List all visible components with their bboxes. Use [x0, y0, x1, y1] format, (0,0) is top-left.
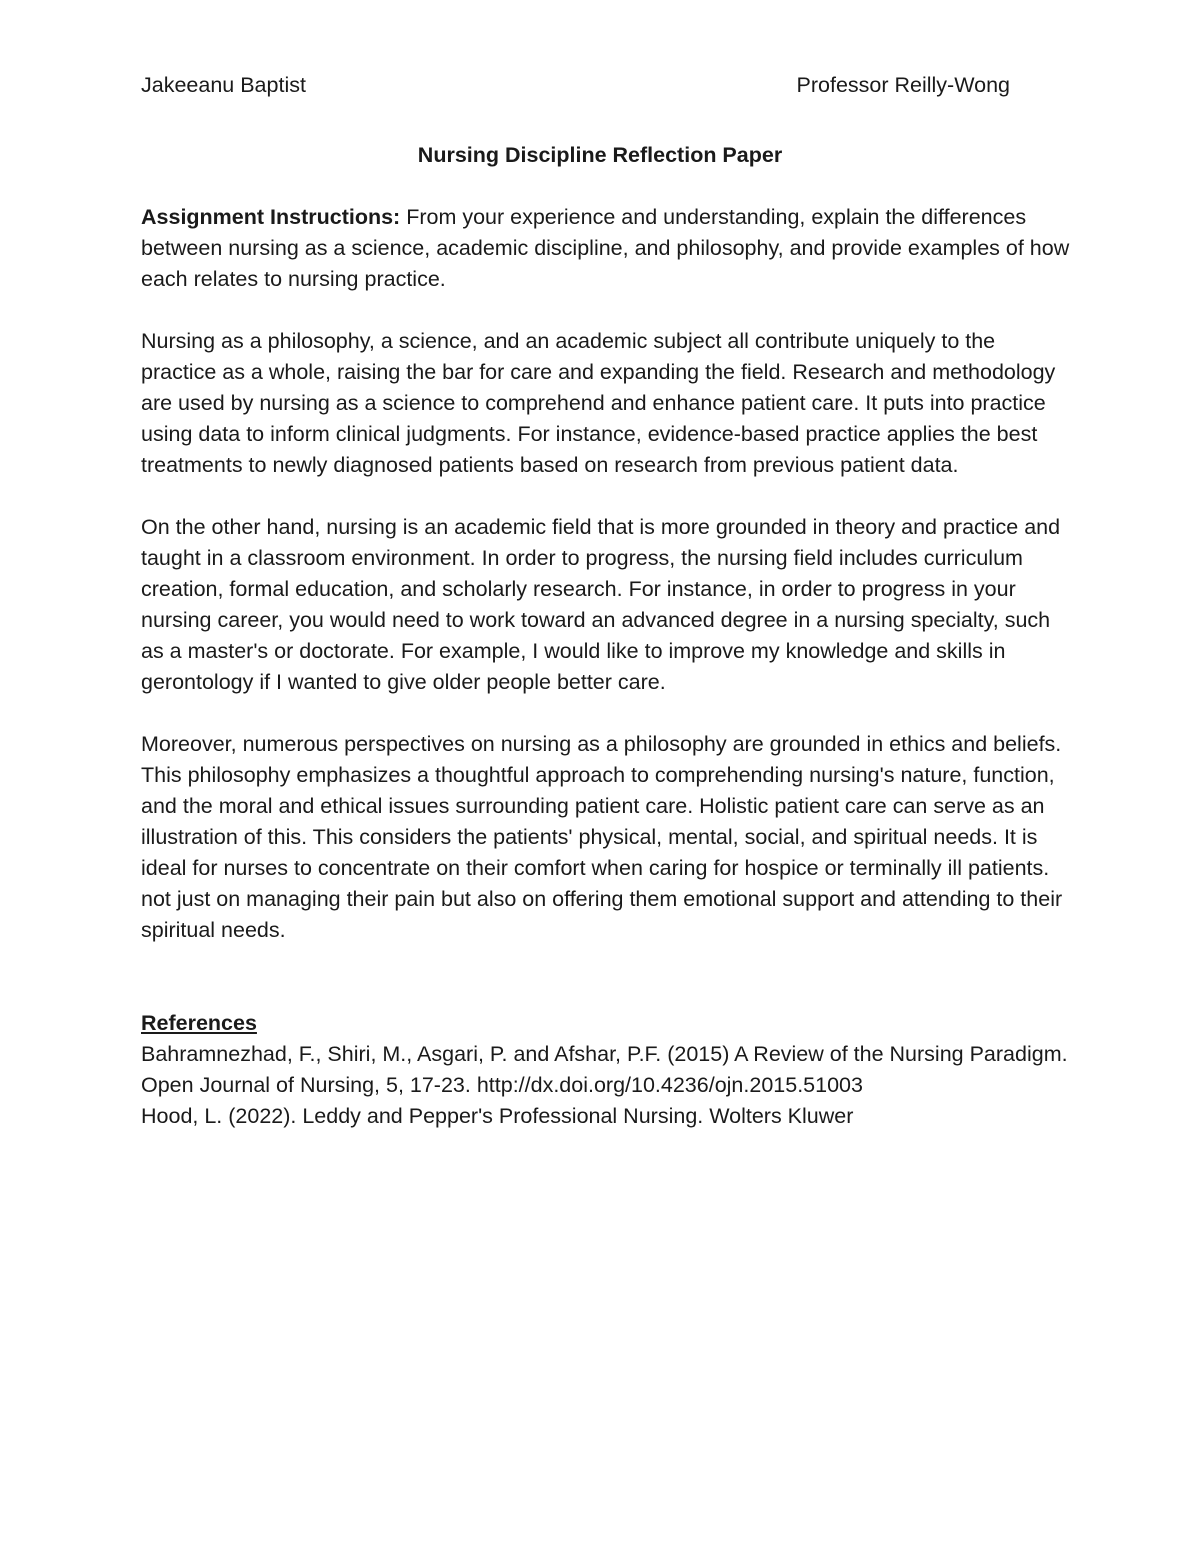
- student-name: Jakeeanu Baptist: [141, 73, 306, 97]
- document-header: [141, 70, 1010, 101]
- instructions-text: From your experience and understanding, explain the differences between nursing as a science, academic discipline, and philosophy, and provide examples of how each relates to nursing practice.: [141, 205, 1070, 291]
- document-body: [141, 70, 1071, 1132]
- paragraph-academic: On the other hand, nursing is an academic field that is more grounded in theory and practice and taught in a classroom environment. In order to progress, the nursing field includes curriculum creation, formal education, and scholarly research. For instance, in order to progress in your nursing career, you would need to work toward an advanced degree in a nursing specialty, such as a master's or doctorate. For example, I would like to improve my knowledge and skills in gerontology if I wanted to give older people better care.: [141, 515, 1061, 694]
- assignment-instructions: [141, 202, 1071, 295]
- reference-item: Bahramnezhad, F., Shiri, M., Asgari, P. and Afshar, P.F. (2015) A Review of the Nursing Paradigm. Open Journal of Nursing, 5, 17-23. http://dx.doi.org/10.4236/ojn.2015.51003: [141, 1042, 1068, 1097]
- paragraph-philosophy: Moreover, numerous perspectives on nursing as a philosophy are grounded in ethics and beliefs. This philosophy emphasizes a thoughtful approach to comprehending nursing's nature, function, and the moral and ethical issues surrounding patient care. Holistic patient care can serve as an illustration of this. This considers the patients' physical, mental, social, and spiritual needs. It is ideal for nurses to concentrate on their comfort when caring for hospice or terminally ill patients. not just on managing their pain but also on offering them emotional support and attending to their spiritual needs.: [141, 732, 1063, 942]
- document-title: Nursing Discipline Reflection Paper: [417, 143, 783, 167]
- paragraph-science: Nursing as a philosophy, a science, and an academic subject all contribute uniquely to the practice as a whole, raising the bar for care and expanding the field. Research and methodology are used by nursing as a science to comprehend and enhance patient care. It puts into practice using data to inform clinical judgments. For instance, evidence-based practice applies the best treatments to newly diagnosed patients based on research from previous patient data.: [141, 329, 1056, 477]
- reference-item: Hood, L. (2022). Leddy and Pepper's Professional Nursing. Wolters Kluwer: [141, 1104, 854, 1128]
- professor-name: Professor Reilly-Wong: [796, 73, 1010, 97]
- instructions-label: Assignment Instructions:: [141, 205, 401, 229]
- references-list: [141, 1039, 1071, 1132]
- references-heading: References: [141, 1011, 257, 1035]
